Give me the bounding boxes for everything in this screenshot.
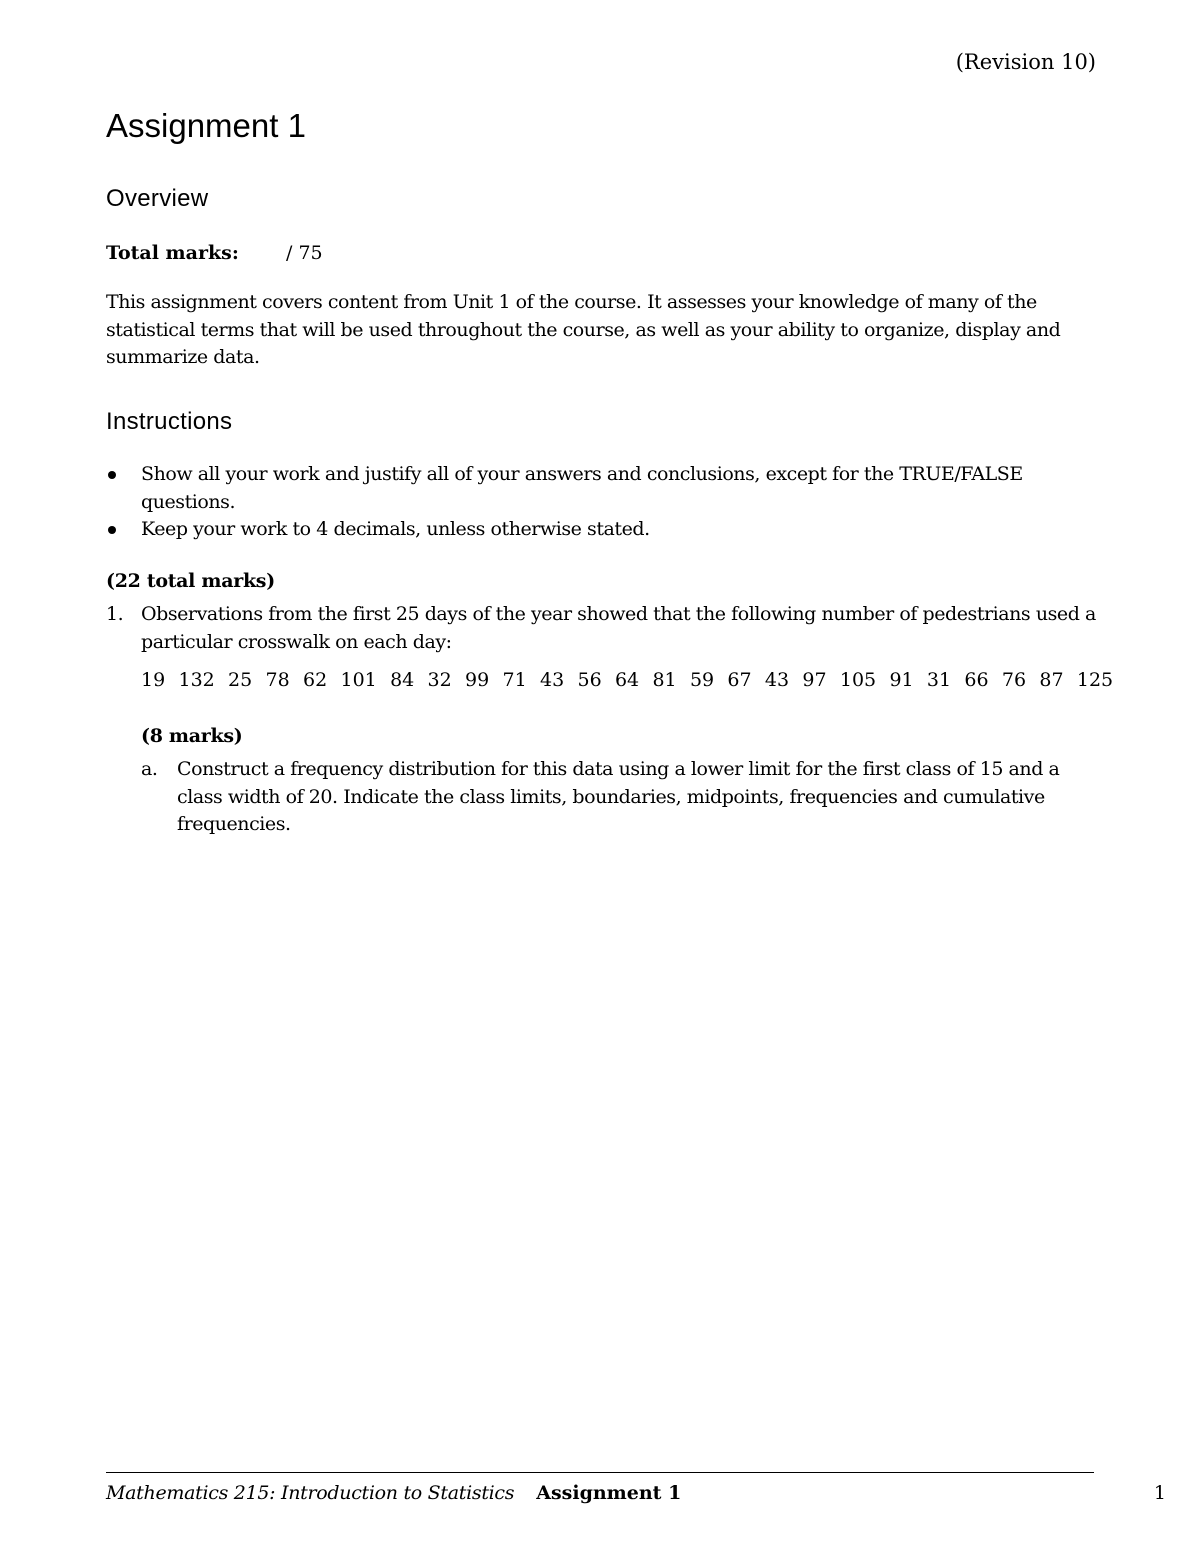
part-letter: a. <box>141 758 158 780</box>
data-value: 78 <box>265 669 290 691</box>
overview-heading: Overview <box>106 185 209 212</box>
list-item <box>106 516 1096 544</box>
part-a <box>141 756 1096 839</box>
instructions-list <box>106 461 1096 544</box>
data-value: 132 <box>178 669 215 691</box>
question-text: Observations from the first 25 days of the year showed that the following number of pedestrians used a particular crosswalk on each day: <box>141 603 1096 653</box>
part-a-marks: (8 marks) <box>141 725 243 747</box>
footer-divider <box>106 1472 1094 1473</box>
instruction-text: Show all your work and justify all of your answers and conclusions, except for the TRUE/FALSE questions. <box>141 463 1023 513</box>
question-1-marks: (22 total marks) <box>106 570 275 592</box>
revision-label: (Revision 10) <box>955 50 1096 74</box>
data-value: 91 <box>889 669 914 691</box>
instructions-heading: Instructions <box>106 408 233 435</box>
data-value: 59 <box>689 669 715 691</box>
bullet-icon <box>108 471 116 479</box>
total-marks-label: Total marks: <box>106 242 239 264</box>
bullet-icon <box>108 526 116 534</box>
data-value: 76 <box>1001 669 1027 691</box>
data-value: 71 <box>502 669 527 691</box>
data-value: 64 <box>614 669 640 691</box>
data-value: 25 <box>228 669 253 691</box>
data-value: 87 <box>1039 669 1064 691</box>
data-value: 97 <box>802 669 827 691</box>
page-footer <box>106 1480 1166 1506</box>
data-value: 81 <box>652 669 677 691</box>
question-1 <box>106 601 1096 656</box>
data-value: 125 <box>1076 669 1114 691</box>
part-a-text: Construct a frequency distribution for this data using a lower limit for the first class of 15 and a class width of 20. Indicate the class limits, boundaries, midpoints, frequencies and cumulative frequencies. <box>177 758 1060 835</box>
data-value: 84 <box>390 669 415 691</box>
page-number: 1 <box>1153 1482 1166 1504</box>
overview-paragraph: This assignment covers content from Unit 1 of the course. It assesses your knowledge of many of the statistical terms that will be used throughout the course, as well as your ability to organize, display and summarize data. <box>106 291 1061 368</box>
data-value: 43 <box>540 669 565 691</box>
data-value: 67 <box>727 669 752 691</box>
data-value: 101 <box>340 669 377 691</box>
page-title: Assignment 1 <box>106 107 306 144</box>
footer-assignment-title: Assignment 1 <box>536 1482 682 1504</box>
data-value: 32 <box>427 669 452 691</box>
instruction-text: Keep your work to 4 decimals, unless otherwise stated. <box>141 518 650 540</box>
question-number: 1. <box>106 603 124 625</box>
data-value: 62 <box>303 669 328 691</box>
data-value: 43 <box>764 669 790 691</box>
data-value: 99 <box>465 669 490 691</box>
total-marks-row <box>106 240 323 266</box>
total-marks-value: / 75 <box>286 242 323 264</box>
data-value: 56 <box>577 669 602 691</box>
data-value: 31 <box>926 669 952 691</box>
data-value: 105 <box>839 669 877 691</box>
footer-course-title: Mathematics 215: Introduction to Statistics <box>106 1482 515 1504</box>
data-value: 19 <box>141 669 166 691</box>
observation-data <box>141 667 1113 694</box>
list-item <box>106 461 1096 516</box>
data-value: 66 <box>964 669 989 691</box>
